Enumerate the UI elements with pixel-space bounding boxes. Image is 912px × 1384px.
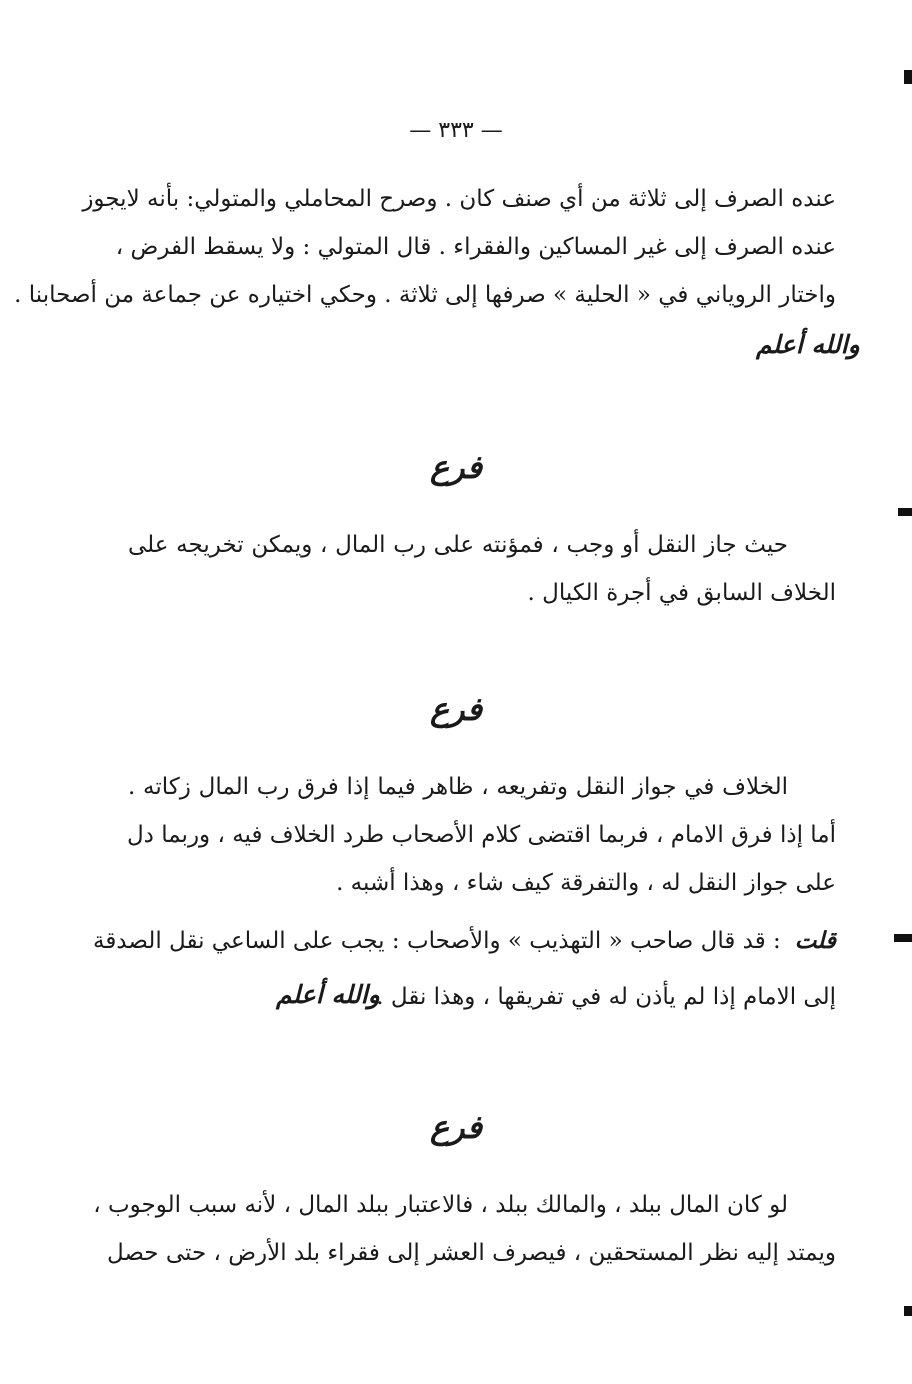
scan-mark [894,934,912,942]
text-line: حيث جاز النقل أو وجب ، فمؤنته على رب المال ، ويمكن تخريجه على [128,532,788,558]
text-line: الخلاف السابق في أجرة الكيال . [527,580,836,606]
text-line: لو كان المال ببلد ، والمالك ببلد ، فالاعتبار ببلد المال ، لأنه سبب الوجوب ، [93,1192,788,1218]
text-line: عنده الصرف إلى ثلاثة من أي صنف كان . وصرح المحاملي والمتولي: بأنه لايجوز [82,186,836,212]
text-line: إلى الامام إذا لم يأذن له في تفريقها ، وهذا نقل . [376,984,836,1010]
section-heading: فرع [429,448,483,486]
closing-formula: والله أعلم [756,330,860,359]
closing-formula: والله أعلم [276,980,380,1009]
section-heading: فرع [429,690,483,728]
text-line [92,926,836,956]
scan-mark [904,70,912,84]
text-span: : قد قال صاحب « التهذيب » والأصحاب : يجب على الساعي نقل الصدقة [92,928,781,954]
section-heading: فرع [429,1108,483,1146]
scan-mark [904,1306,912,1316]
text-line: الخلاف في جواز النقل وتفريعه ، ظاهر فيما إذا فرق رب المال زكاته . [128,774,788,800]
page-number: — ٣٣٣ — [409,118,503,143]
qult-marker: قلت [794,927,836,954]
text-line: أما إذا فرق الامام ، فربما اقتضى كلام الأصحاب طرد الخلاف فيه ، وربما دل [126,822,836,848]
text-line: ويمتد إليه نظر المستحقين ، فيصرف العشر إلى فقراء بلد الأرض ، حتى حصل [106,1240,836,1266]
text-line: على جواز النقل له ، والتفرقة كيف شاء ، وهذا أشبه . [336,870,836,896]
scan-mark [898,508,912,516]
text-line: واختار الروياني في « الحلية » صرفها إلى ثلاثة . وحكي اختياره عن جماعة من أصحابنا . [14,282,836,308]
text-line: عنده الصرف إلى غير المساكين والفقراء . قال المتولي : ولا يسقط الفرض ، [115,234,836,260]
